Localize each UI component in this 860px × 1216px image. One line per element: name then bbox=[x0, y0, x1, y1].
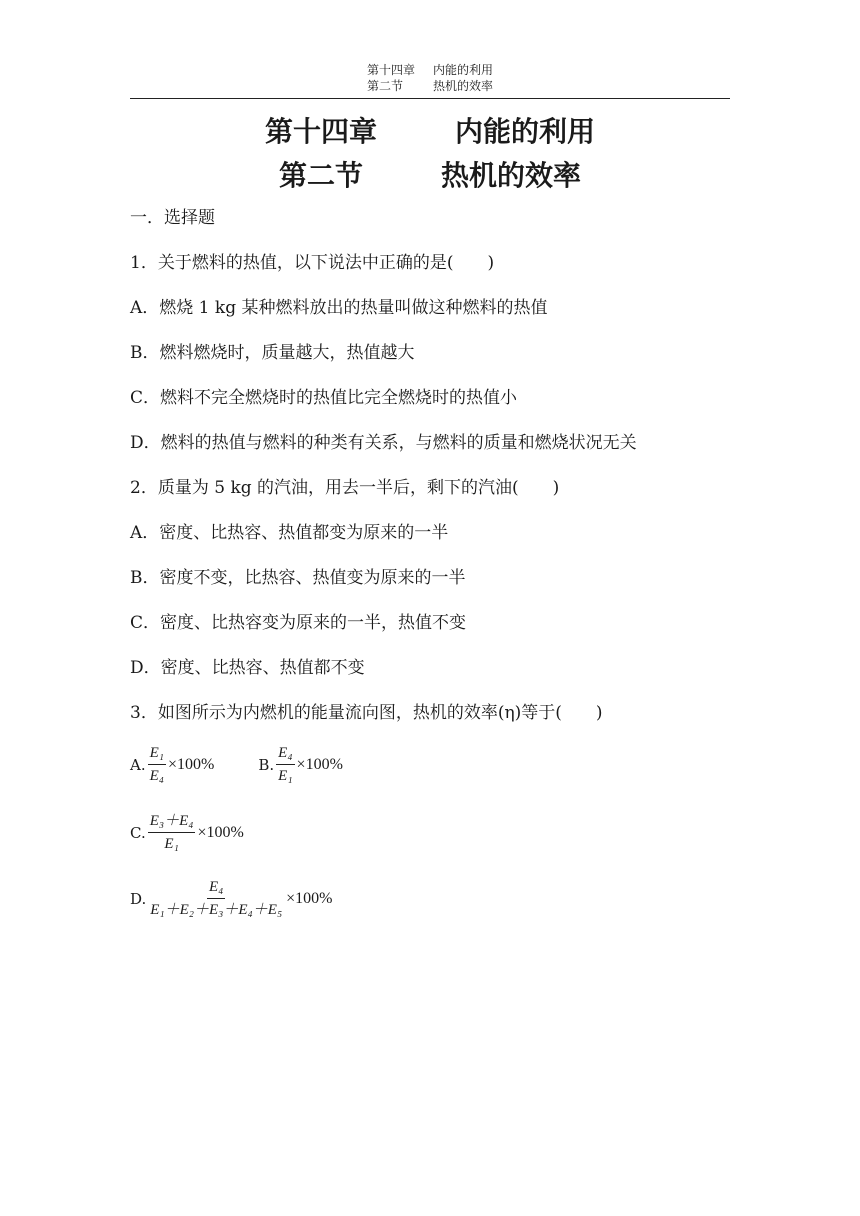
header-rule bbox=[130, 98, 730, 99]
option-a-fraction bbox=[148, 744, 166, 785]
chapter-title bbox=[130, 110, 730, 150]
header-section: 第二节 bbox=[366, 79, 403, 93]
question-2-option-c: C．密度、比热容变为原来的一半，热值不变 bbox=[130, 613, 467, 633]
question-3-option-d bbox=[130, 878, 333, 919]
question-3-option-c bbox=[130, 812, 244, 853]
option-c-label: C. bbox=[130, 823, 146, 842]
question-2-option-b: B．密度不变，比热容、热值变为原来的一半 bbox=[130, 568, 466, 588]
option-b-fraction bbox=[276, 744, 294, 785]
chapter-number: 第十四章 bbox=[264, 115, 377, 148]
section-name: 热机的效率 bbox=[441, 159, 582, 192]
option-a-numerator: E₁ bbox=[148, 744, 166, 765]
option-a-label: A. bbox=[130, 755, 146, 774]
option-d-tail: ×100% bbox=[286, 889, 333, 907]
question-1-option-d: D．燃料的热值与燃料的种类有关系，与燃料的质量和燃烧状况无关 bbox=[130, 433, 637, 453]
question-1-stem: 1．关于燃料的热值，以下说法中正确的是( ) bbox=[130, 253, 495, 273]
option-a-tail: ×100% bbox=[168, 755, 215, 773]
option-b-numerator: E₄ bbox=[276, 744, 294, 765]
question-3-options-ab bbox=[130, 744, 343, 785]
section-title bbox=[130, 154, 730, 194]
question-1-option-a: A．燃烧 1 kg 某种燃料放出的热量叫做这种燃料的热值 bbox=[130, 298, 548, 318]
option-c-denominator: E₁ bbox=[164, 836, 179, 852]
header-section-title: 热机的效率 bbox=[432, 79, 493, 93]
option-b-label: B. bbox=[258, 755, 275, 774]
option-b-tail: ×100% bbox=[296, 755, 343, 773]
option-d-denominator: E₁＋E₂＋E₃＋E₄＋E₅ bbox=[150, 902, 283, 918]
question-2-option-a: A．密度、比热容、热值都变为原来的一半 bbox=[130, 523, 449, 543]
question-1-option-b: B．燃料燃烧时，质量越大，热值越大 bbox=[130, 343, 415, 363]
header-chapter-title: 内能的利用 bbox=[432, 63, 493, 77]
option-d-numerator: E₄ bbox=[207, 878, 225, 899]
section-heading: 一．选择题 bbox=[130, 208, 215, 228]
option-c-tail: ×100% bbox=[197, 823, 244, 841]
option-c-fraction bbox=[148, 812, 196, 853]
option-a-denominator: E₄ bbox=[149, 768, 164, 784]
question-2-option-d: D．密度、比热容、热值都不变 bbox=[130, 658, 365, 678]
section-number: 第二节 bbox=[278, 159, 363, 192]
running-header-section bbox=[130, 78, 730, 94]
question-1-option-c: C．燃料不完全燃烧时的热值比完全燃烧时的热值小 bbox=[130, 388, 518, 408]
option-b-denominator: E₁ bbox=[278, 768, 293, 784]
question-3-stem: 3．如图所示为内燃机的能量流向图，热机的效率(η)等于( ) bbox=[130, 703, 603, 723]
question-2-stem: 2．质量为 5 kg 的汽油，用去一半后，剩下的汽油( ) bbox=[130, 478, 560, 498]
option-d-fraction bbox=[148, 878, 284, 919]
running-header bbox=[130, 62, 730, 94]
running-header-chapter bbox=[130, 62, 730, 78]
option-c-numerator: E₃＋E₄ bbox=[148, 812, 196, 833]
chapter-name: 内能的利用 bbox=[455, 115, 596, 148]
option-d-label: D. bbox=[130, 889, 147, 908]
header-chapter: 第十四章 bbox=[366, 63, 415, 77]
